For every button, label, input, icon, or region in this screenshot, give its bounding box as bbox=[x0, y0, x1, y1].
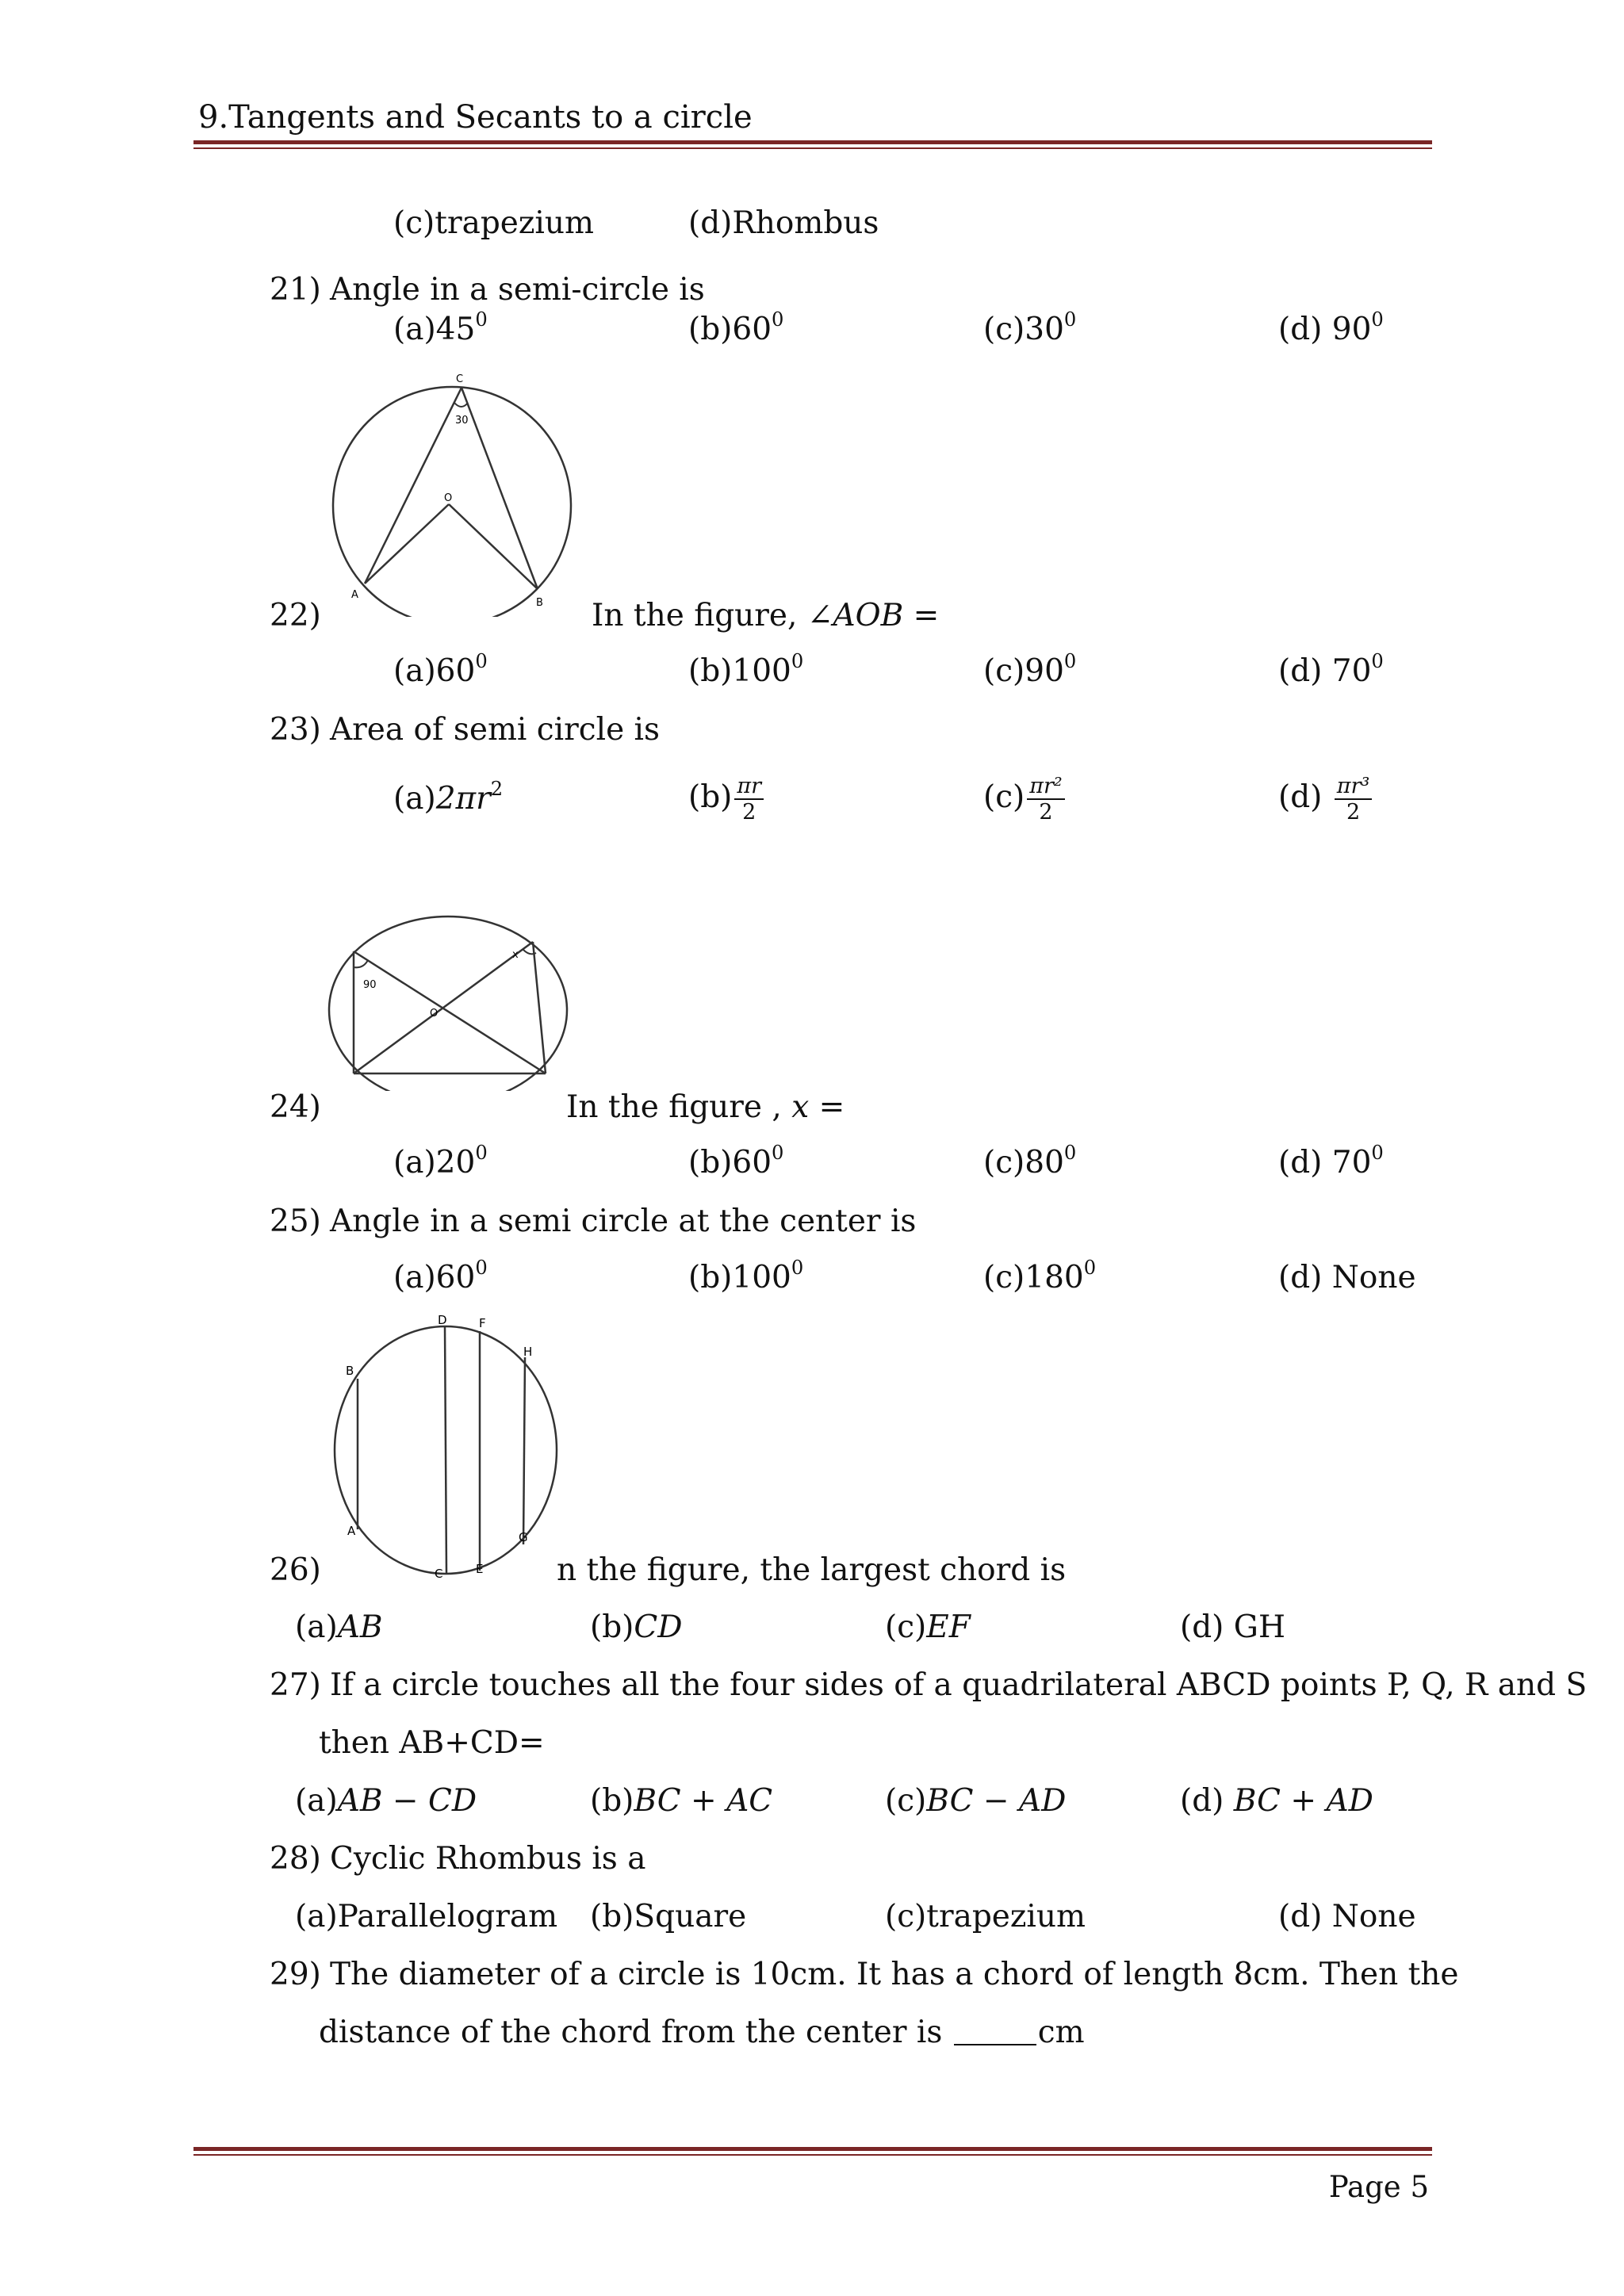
question-text: The diameter of a circle is 10cm. It has a chord of length 8cm. Then the bbox=[330, 1957, 1459, 1992]
q27-option-b: (b)BC + AC bbox=[590, 1783, 773, 1819]
question-number: 24) bbox=[270, 1089, 321, 1125]
label-x: x bbox=[512, 949, 519, 961]
question-text: Area of semi circle is bbox=[330, 712, 661, 748]
q24-circle-diagram bbox=[325, 901, 579, 1091]
question-text-continued: distance of the chord from the center is cm bbox=[319, 2015, 1085, 2050]
q22-option-a: $(a)60^0$ bbox=[393, 650, 488, 689]
label-c: C bbox=[435, 1567, 443, 1581]
q24-side-right bbox=[533, 942, 546, 1073]
question-text: In the figure , x = bbox=[566, 1089, 845, 1125]
q26-option-c: (c)EF bbox=[885, 1609, 971, 1645]
q22-radius-ob bbox=[449, 504, 538, 589]
q24-diagonal-2 bbox=[354, 942, 533, 1073]
q22-option-d: (d) $70^0$ bbox=[1278, 650, 1384, 689]
label-b: B bbox=[536, 597, 543, 609]
question-text: In the figure, ∠AOB = bbox=[592, 598, 940, 633]
q28-option-b: (b)Square bbox=[590, 1899, 747, 1934]
q26-chord-gh bbox=[523, 1357, 525, 1544]
q20-option-c: (c)trapezium bbox=[393, 205, 595, 241]
question-number: 26) bbox=[270, 1552, 321, 1588]
question-number: 27) bbox=[270, 1667, 321, 1703]
q23-option-c: (c) $\frac{\text{πr²}}{2}$ bbox=[983, 774, 1065, 825]
q22-option-b: $(b)100^0$ bbox=[688, 650, 804, 689]
label-b: B bbox=[346, 1364, 354, 1378]
q26-figure bbox=[333, 1311, 571, 1589]
question-text-continued: then AB+CD= bbox=[319, 1725, 545, 1761]
header-rule-thick bbox=[193, 140, 1432, 144]
q25-option-c: $(c)180^0$ bbox=[983, 1257, 1097, 1295]
fraction: $\frac{\text{πr²}}{2}$ bbox=[1027, 774, 1064, 825]
q24-option-c: $(c)80^0$ bbox=[983, 1142, 1077, 1181]
label-o: O bbox=[444, 492, 453, 504]
q23-option-d: (d) $\frac{\text{πr³}}{2}$ bbox=[1278, 774, 1372, 825]
question-number: 28) bbox=[270, 1841, 321, 1877]
q27-option-c: (c)BC − AD bbox=[885, 1783, 1067, 1819]
q26-circle-diagram bbox=[333, 1311, 571, 1581]
question-text: Cyclic Rhombus is a bbox=[330, 1841, 646, 1877]
question-text: n the figure, the largest chord is bbox=[557, 1552, 1067, 1588]
q22-radius-oa bbox=[365, 504, 449, 584]
fraction: $\frac{\text{πr³}}{2}$ bbox=[1335, 774, 1372, 825]
question-text: If a circle touches all the four sides of a quadrilateral ABCD points P, Q, R and S bbox=[330, 1667, 1588, 1703]
q21-option-a: $(a)45^0$ bbox=[393, 308, 488, 347]
q21-option-d: (d) $90^0$ bbox=[1278, 308, 1384, 347]
question-number: 21) bbox=[270, 272, 321, 308]
q28-option-c: (c)trapezium bbox=[885, 1899, 1086, 1934]
question-number: 25) bbox=[270, 1203, 321, 1239]
q27-option-a: (a)AB − CD bbox=[295, 1783, 477, 1819]
q26-chord-cd bbox=[445, 1327, 446, 1573]
question-text: Angle in a semi-circle is bbox=[330, 272, 705, 308]
question-number: 29) bbox=[270, 1957, 321, 1992]
q26-option-a: (a)AB bbox=[295, 1609, 383, 1645]
q22-angle-arc bbox=[454, 403, 468, 407]
label-c: C bbox=[456, 373, 464, 385]
label-d: D bbox=[438, 1313, 447, 1327]
q24-diagonal-1 bbox=[354, 951, 546, 1073]
question-number: 23) bbox=[270, 712, 321, 748]
q24-option-a: $(a)20^0$ bbox=[393, 1142, 488, 1181]
q22-chord-cb bbox=[462, 388, 538, 589]
q28-option-d: (d) None bbox=[1278, 1899, 1416, 1934]
label-h: H bbox=[523, 1345, 533, 1359]
q22-option-c: $(c)90^0$ bbox=[983, 650, 1077, 689]
answer-blank bbox=[954, 2044, 1036, 2045]
q26-option-d: (d) GH bbox=[1180, 1609, 1285, 1645]
page-header-title: 9.Tangents and Secants to a circle bbox=[198, 99, 753, 136]
q21-option-c: $(c)30^0$ bbox=[983, 308, 1077, 347]
q25-option-d: (d) None bbox=[1278, 1260, 1416, 1295]
label-g: G bbox=[519, 1530, 528, 1544]
q22-circle-diagram bbox=[325, 363, 587, 617]
fraction: $\frac{\pi r}{2}$ bbox=[734, 774, 764, 825]
label-a: A bbox=[347, 1524, 356, 1538]
header-rule-thin bbox=[193, 147, 1432, 149]
q22-figure bbox=[325, 363, 587, 625]
q28-option-a: (a)Parallelogram bbox=[295, 1899, 558, 1934]
question-number: 22) bbox=[270, 598, 321, 633]
label-o: O bbox=[430, 1008, 439, 1020]
q23-option-a: $(a)2\pi r^2$ bbox=[393, 778, 504, 817]
q25-option-a: $(a)60^0$ bbox=[393, 1257, 488, 1295]
q27-option-d: (d) BC + AD bbox=[1180, 1783, 1373, 1819]
q23-option-b: (b) $\frac{\pi r}{2}$ bbox=[688, 774, 764, 825]
footer-rule-thick bbox=[193, 2147, 1432, 2151]
q22-chord-ca bbox=[365, 388, 462, 584]
q24-option-b: $(b)60^0$ bbox=[688, 1142, 784, 1181]
q20-option-d: (d)Rhombus bbox=[688, 205, 879, 241]
q24-figure bbox=[325, 901, 579, 1099]
label-a: A bbox=[351, 589, 358, 601]
footer-rule-thin bbox=[193, 2154, 1432, 2156]
label-f: F bbox=[479, 1316, 486, 1330]
label-angle-90: 90 bbox=[363, 979, 377, 991]
q26-option-b: (b)CD bbox=[590, 1609, 683, 1645]
label-e: E bbox=[476, 1562, 484, 1576]
question-text: Angle in a semi circle at the center is bbox=[330, 1203, 917, 1239]
q24-option-d: (d) $70^0$ bbox=[1278, 1142, 1384, 1181]
q21-option-b: $(b)60^0$ bbox=[688, 308, 784, 347]
page-number: Page 5 bbox=[1328, 2170, 1429, 2204]
q25-option-b: $(b)100^0$ bbox=[688, 1257, 804, 1295]
label-angle-30: 30 bbox=[455, 415, 469, 427]
q24-angle-arc-left bbox=[354, 960, 368, 967]
